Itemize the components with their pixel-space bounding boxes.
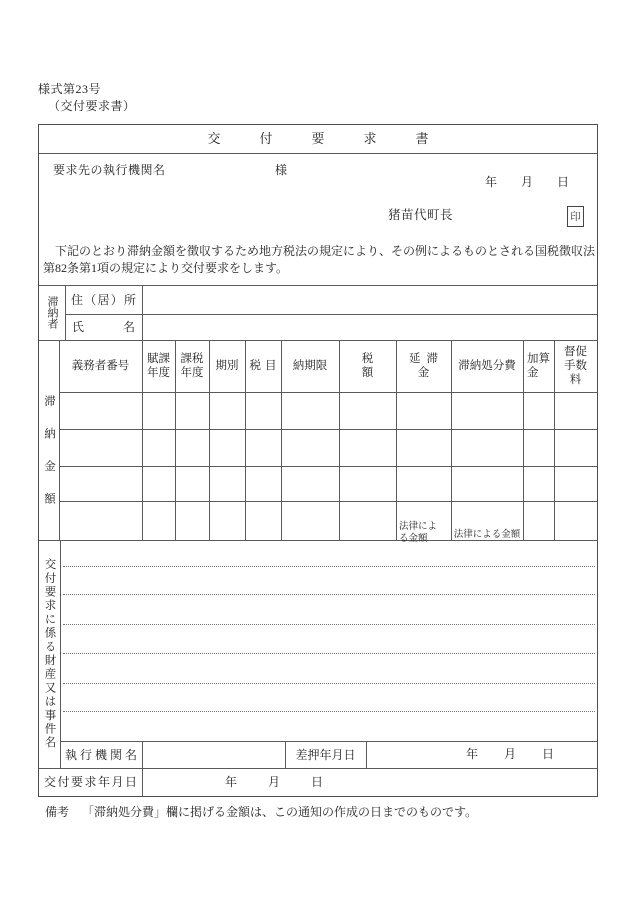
arrears-header-tax-amount: 税額 bbox=[361, 353, 387, 379]
legal-body-line2: 第82条第1項の規定により交付要求をします。 bbox=[43, 261, 289, 275]
arrears-header-late-charge: 延滞金 bbox=[409, 353, 444, 379]
request-label-col-line bbox=[142, 768, 143, 796]
debtor-name-label: 氏名 bbox=[72, 320, 135, 334]
remarks-label: 備考 bbox=[45, 805, 70, 819]
arrears-header-levy-year: 賦課年度 bbox=[147, 353, 170, 379]
debtor-name-value bbox=[142, 314, 597, 340]
request-date-label: 交付要求年月日 bbox=[43, 775, 139, 789]
seizure-value-col-line bbox=[366, 741, 367, 768]
property-group-label: 交付要求に係る財産又は事件名 bbox=[43, 558, 56, 750]
seal-mark: 印 bbox=[567, 206, 584, 227]
request-date-value: 年 月 日 bbox=[225, 775, 333, 789]
remarks-text: 「滞納処分費」欄に掲げる金額は、この通知の作成の日までのものです。 bbox=[82, 805, 478, 819]
disposition-cost-legal-note: 法律による金額 bbox=[453, 529, 521, 540]
issue-date-line: 年 月 日 bbox=[484, 175, 575, 189]
arrears-header-due-date: 納期限 bbox=[292, 360, 328, 372]
addressee-honorific: 様 bbox=[275, 163, 288, 177]
issuer-name: 猪苗代町長 bbox=[388, 208, 454, 222]
legal-body-line1: 下記のとおり滞納金額を徴収するため地方税法の規定により、その例によるものとされる国税徴収法 bbox=[43, 244, 596, 258]
arrears-header-surcharge: 加算金 bbox=[527, 353, 550, 379]
arrears-header-obligor-no: 義務者番号 bbox=[71, 360, 130, 372]
property-value-area bbox=[63, 543, 595, 738]
property-group-col-line bbox=[60, 540, 61, 768]
debtor-group-label: 滞納者 bbox=[46, 296, 58, 329]
arrears-header-disposition-cost: 滞納処分費 bbox=[458, 360, 516, 372]
seizure-date-value: 年 月 日 bbox=[465, 747, 561, 761]
debtor-address-label: 住（居）所 bbox=[71, 292, 136, 307]
form-number: 様式第23号 bbox=[38, 82, 102, 96]
agency-value bbox=[142, 741, 285, 768]
arrears-row-line-3 bbox=[59, 466, 597, 467]
title-divider bbox=[39, 153, 597, 154]
arrears-header-tax-year: 課税年度 bbox=[180, 353, 204, 379]
arrears-row-line-2 bbox=[59, 429, 597, 430]
document-title: 交付要求書 bbox=[207, 131, 468, 146]
arrears-row-line-4 bbox=[59, 501, 597, 502]
arrears-header-tax-item: 税目 bbox=[249, 360, 281, 372]
arrears-row-line-1 bbox=[59, 392, 597, 393]
seizure-date-label: 差押年月日 bbox=[295, 747, 356, 762]
agency-label: 執行機関名 bbox=[64, 747, 140, 762]
late-charge-legal-note: 法律による金額 bbox=[399, 522, 438, 544]
arrears-header-demand-fee: 督促手数料 bbox=[564, 346, 587, 386]
form-frame bbox=[38, 124, 598, 797]
addressee-label: 要求先の執行機関名 bbox=[53, 163, 166, 177]
arrears-group-label: 滞納金額 bbox=[43, 395, 55, 525]
debtor-address-value bbox=[142, 285, 597, 314]
form-name: （交付要求書） bbox=[48, 99, 136, 113]
arrears-header-period: 期別 bbox=[215, 360, 239, 372]
